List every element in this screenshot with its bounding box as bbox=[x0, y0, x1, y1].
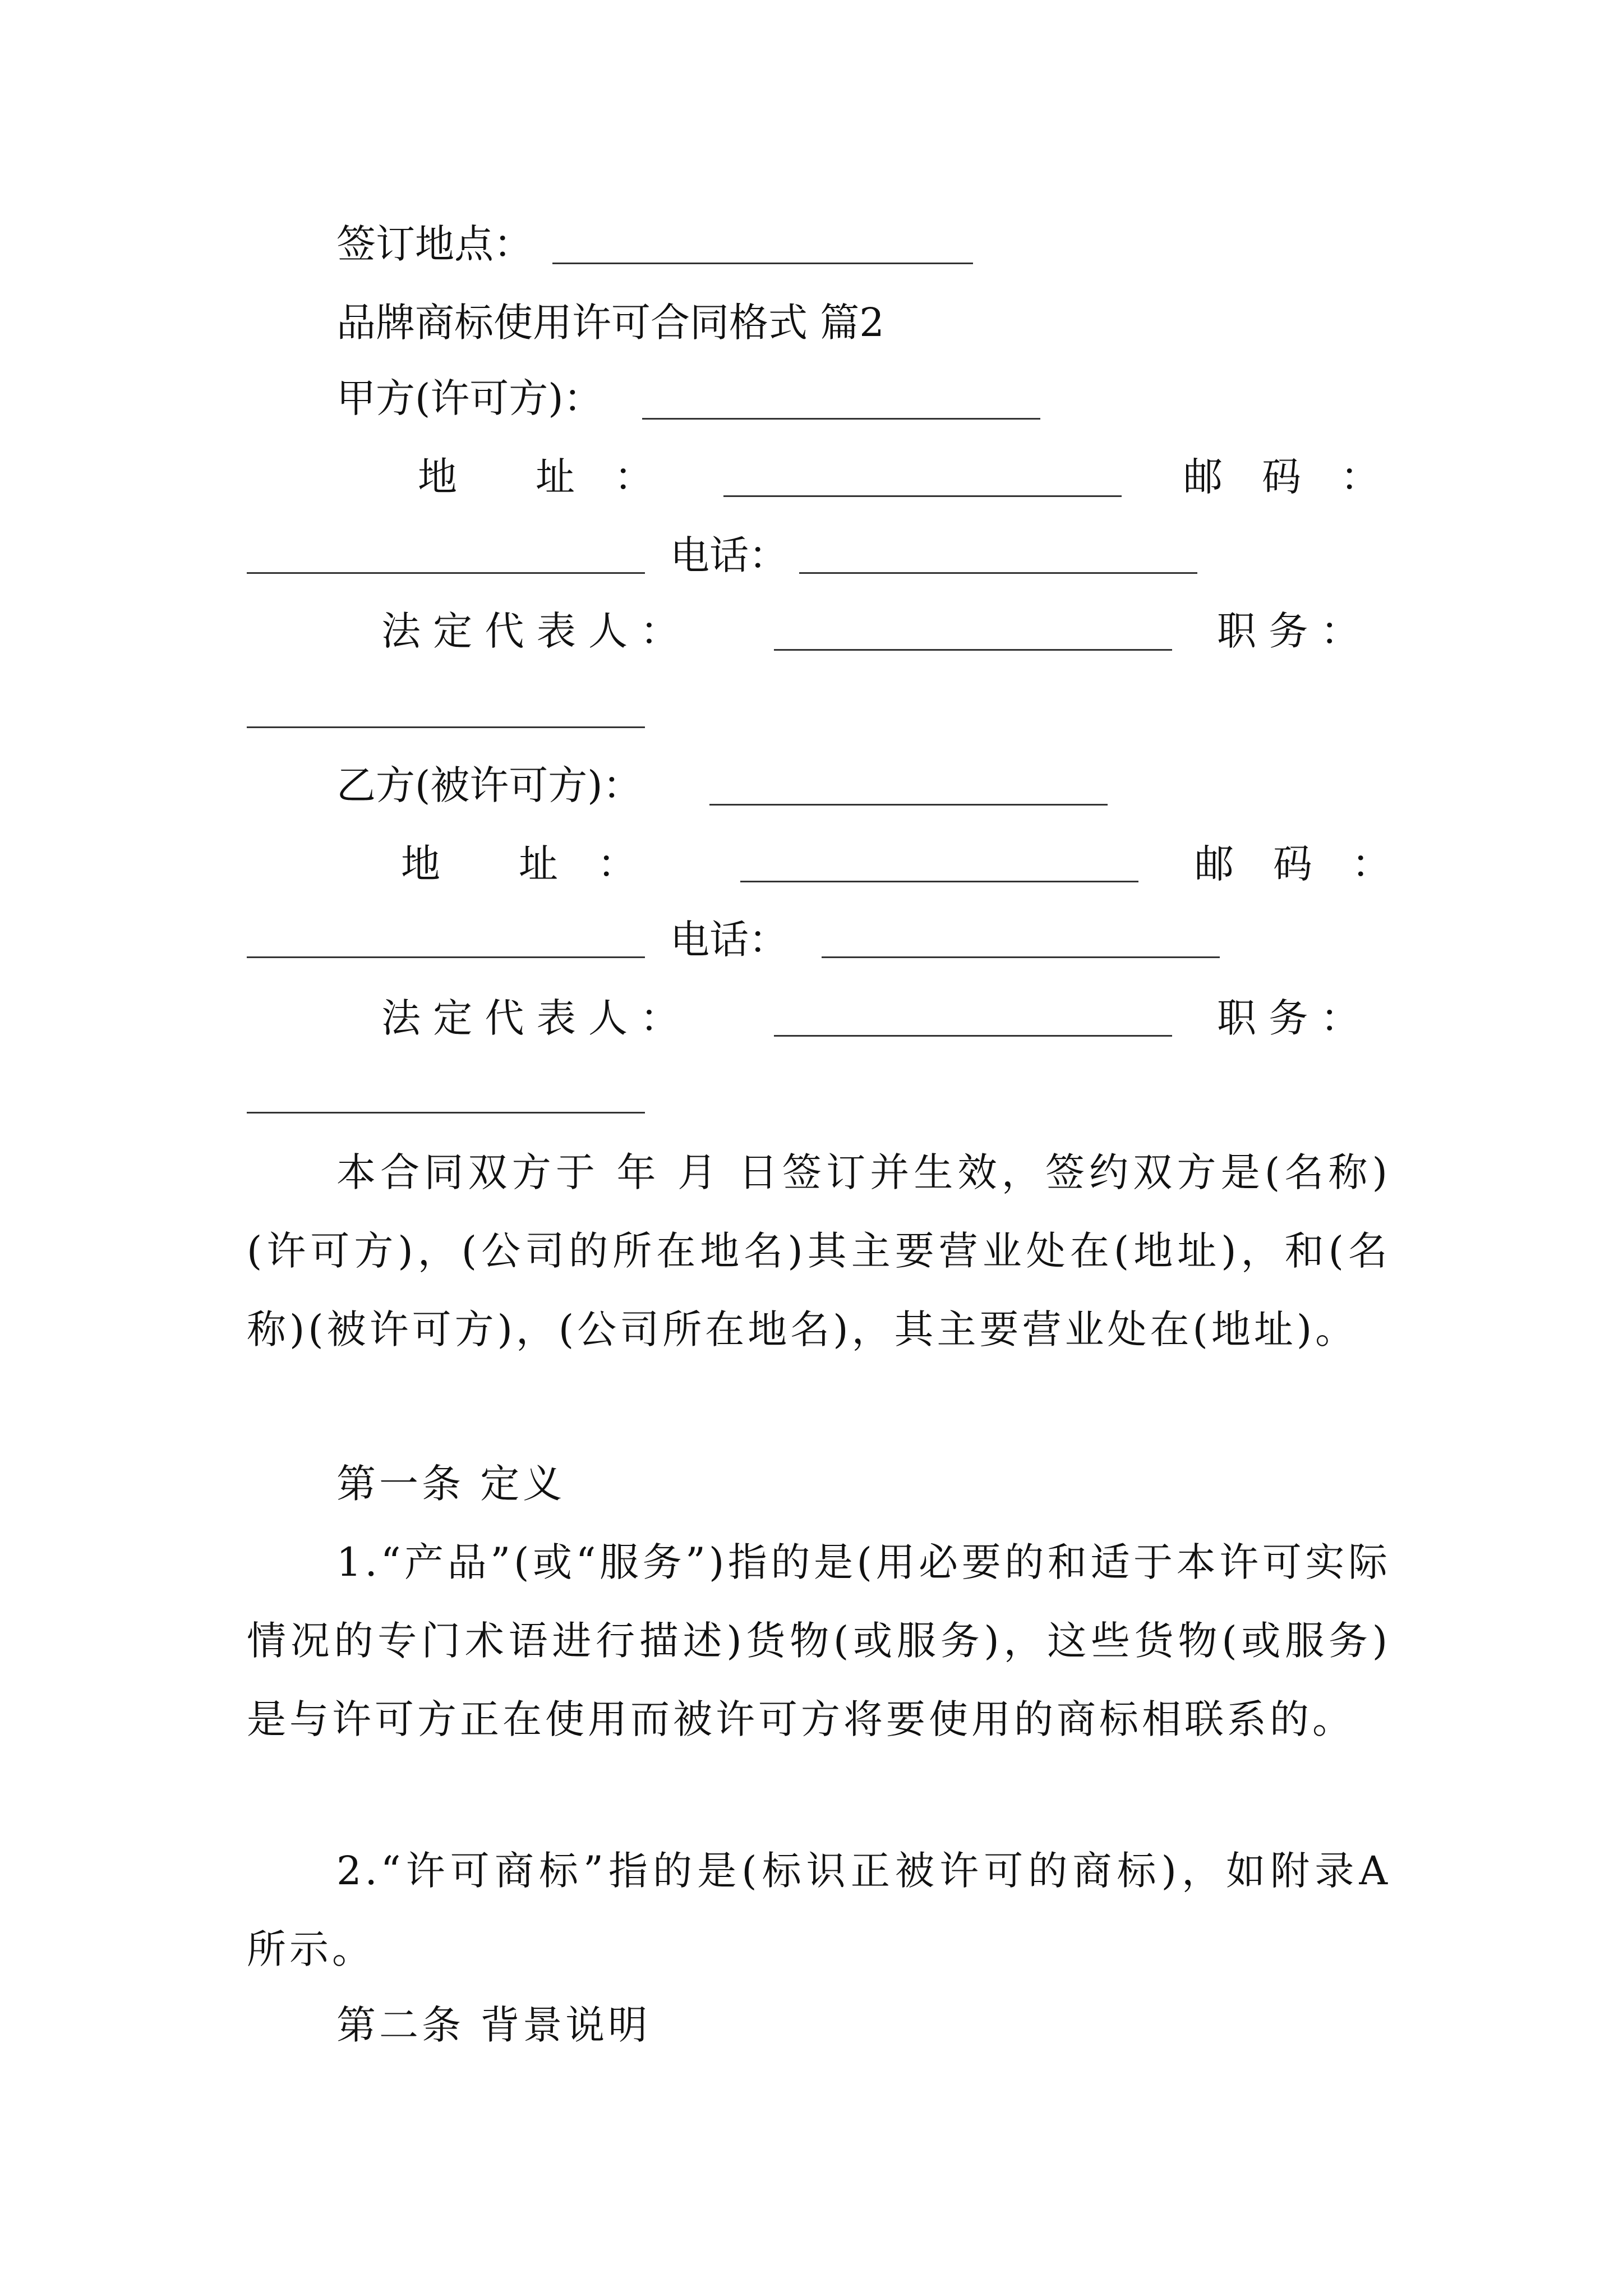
party-b-address-blank[interactable] bbox=[740, 881, 1138, 882]
sign-place-label: 签订地点： bbox=[336, 221, 533, 267]
party-a-phone-blank[interactable] bbox=[799, 572, 1197, 574]
party-b-label: 乙方(被许可方)： bbox=[336, 762, 642, 808]
party-a-postcode-label: 邮 码 ： bbox=[1183, 454, 1380, 500]
party-b-address-label: 地 址 ： bbox=[401, 841, 637, 887]
party-a-address-blank[interactable] bbox=[723, 495, 1122, 497]
party-b-phone-label: 电话： bbox=[670, 917, 788, 963]
party-b-position-label: 职 务 ： bbox=[1217, 995, 1360, 1041]
party-b-rep-label: 法 定 代 表 人 ： bbox=[381, 995, 680, 1041]
party-a-blank[interactable] bbox=[642, 418, 1040, 420]
party-a-position-label: 职 务 ： bbox=[1217, 608, 1360, 654]
party-a-postcode-blank[interactable] bbox=[247, 572, 645, 574]
article-1-heading: 第一条 定义 bbox=[336, 1461, 566, 1507]
party-a-address-label: 地 址 ： bbox=[418, 454, 653, 500]
article-2-heading: 第二条 背景说明 bbox=[336, 2002, 651, 2048]
party-b-postcode-label: 邮 码 ： bbox=[1195, 841, 1391, 887]
party-a-position-blank[interactable] bbox=[247, 726, 645, 728]
party-a-rep-label: 法 定 代 表 人 ： bbox=[381, 608, 680, 654]
party-a-rep-blank[interactable] bbox=[774, 649, 1172, 651]
party-b-position-blank[interactable] bbox=[247, 1112, 645, 1114]
party-b-phone-blank[interactable] bbox=[822, 956, 1220, 958]
party-b-postcode-blank[interactable] bbox=[247, 956, 645, 958]
party-a-label: 甲方(许可方)： bbox=[336, 375, 603, 421]
contract-title: 品牌商标使用许可合同格式 篇2 bbox=[336, 300, 884, 346]
definition-1-paragraph: 1.“产品”(或“服务”)指的是(用必要的和适于本许可实际情况的专门术语进行描述)货物(或服务)，这些货物(或服务)是与许可方正在使用而被许可方将要使用的商标相联系的。 bbox=[247, 1539, 1391, 1742]
definition-2-paragraph: 2.“许可商标”指的是(标识正被许可的商标)，如附录A所示。 bbox=[247, 1848, 1391, 1972]
party-a-phone-label: 电话： bbox=[670, 532, 788, 578]
intro-paragraph: 本合同双方于 年 月 日签订并生效，签约双方是(名称)(许可方)，(公司的所在地名)其主要营业处在(地址)，和(名称)(被许可方)，(公司所在地名)，其主要营业处在(地址)。 bbox=[247, 1149, 1391, 1352]
party-b-blank[interactable] bbox=[709, 804, 1108, 806]
party-b-rep-blank[interactable] bbox=[774, 1035, 1172, 1037]
sign-place-blank[interactable] bbox=[552, 263, 973, 264]
